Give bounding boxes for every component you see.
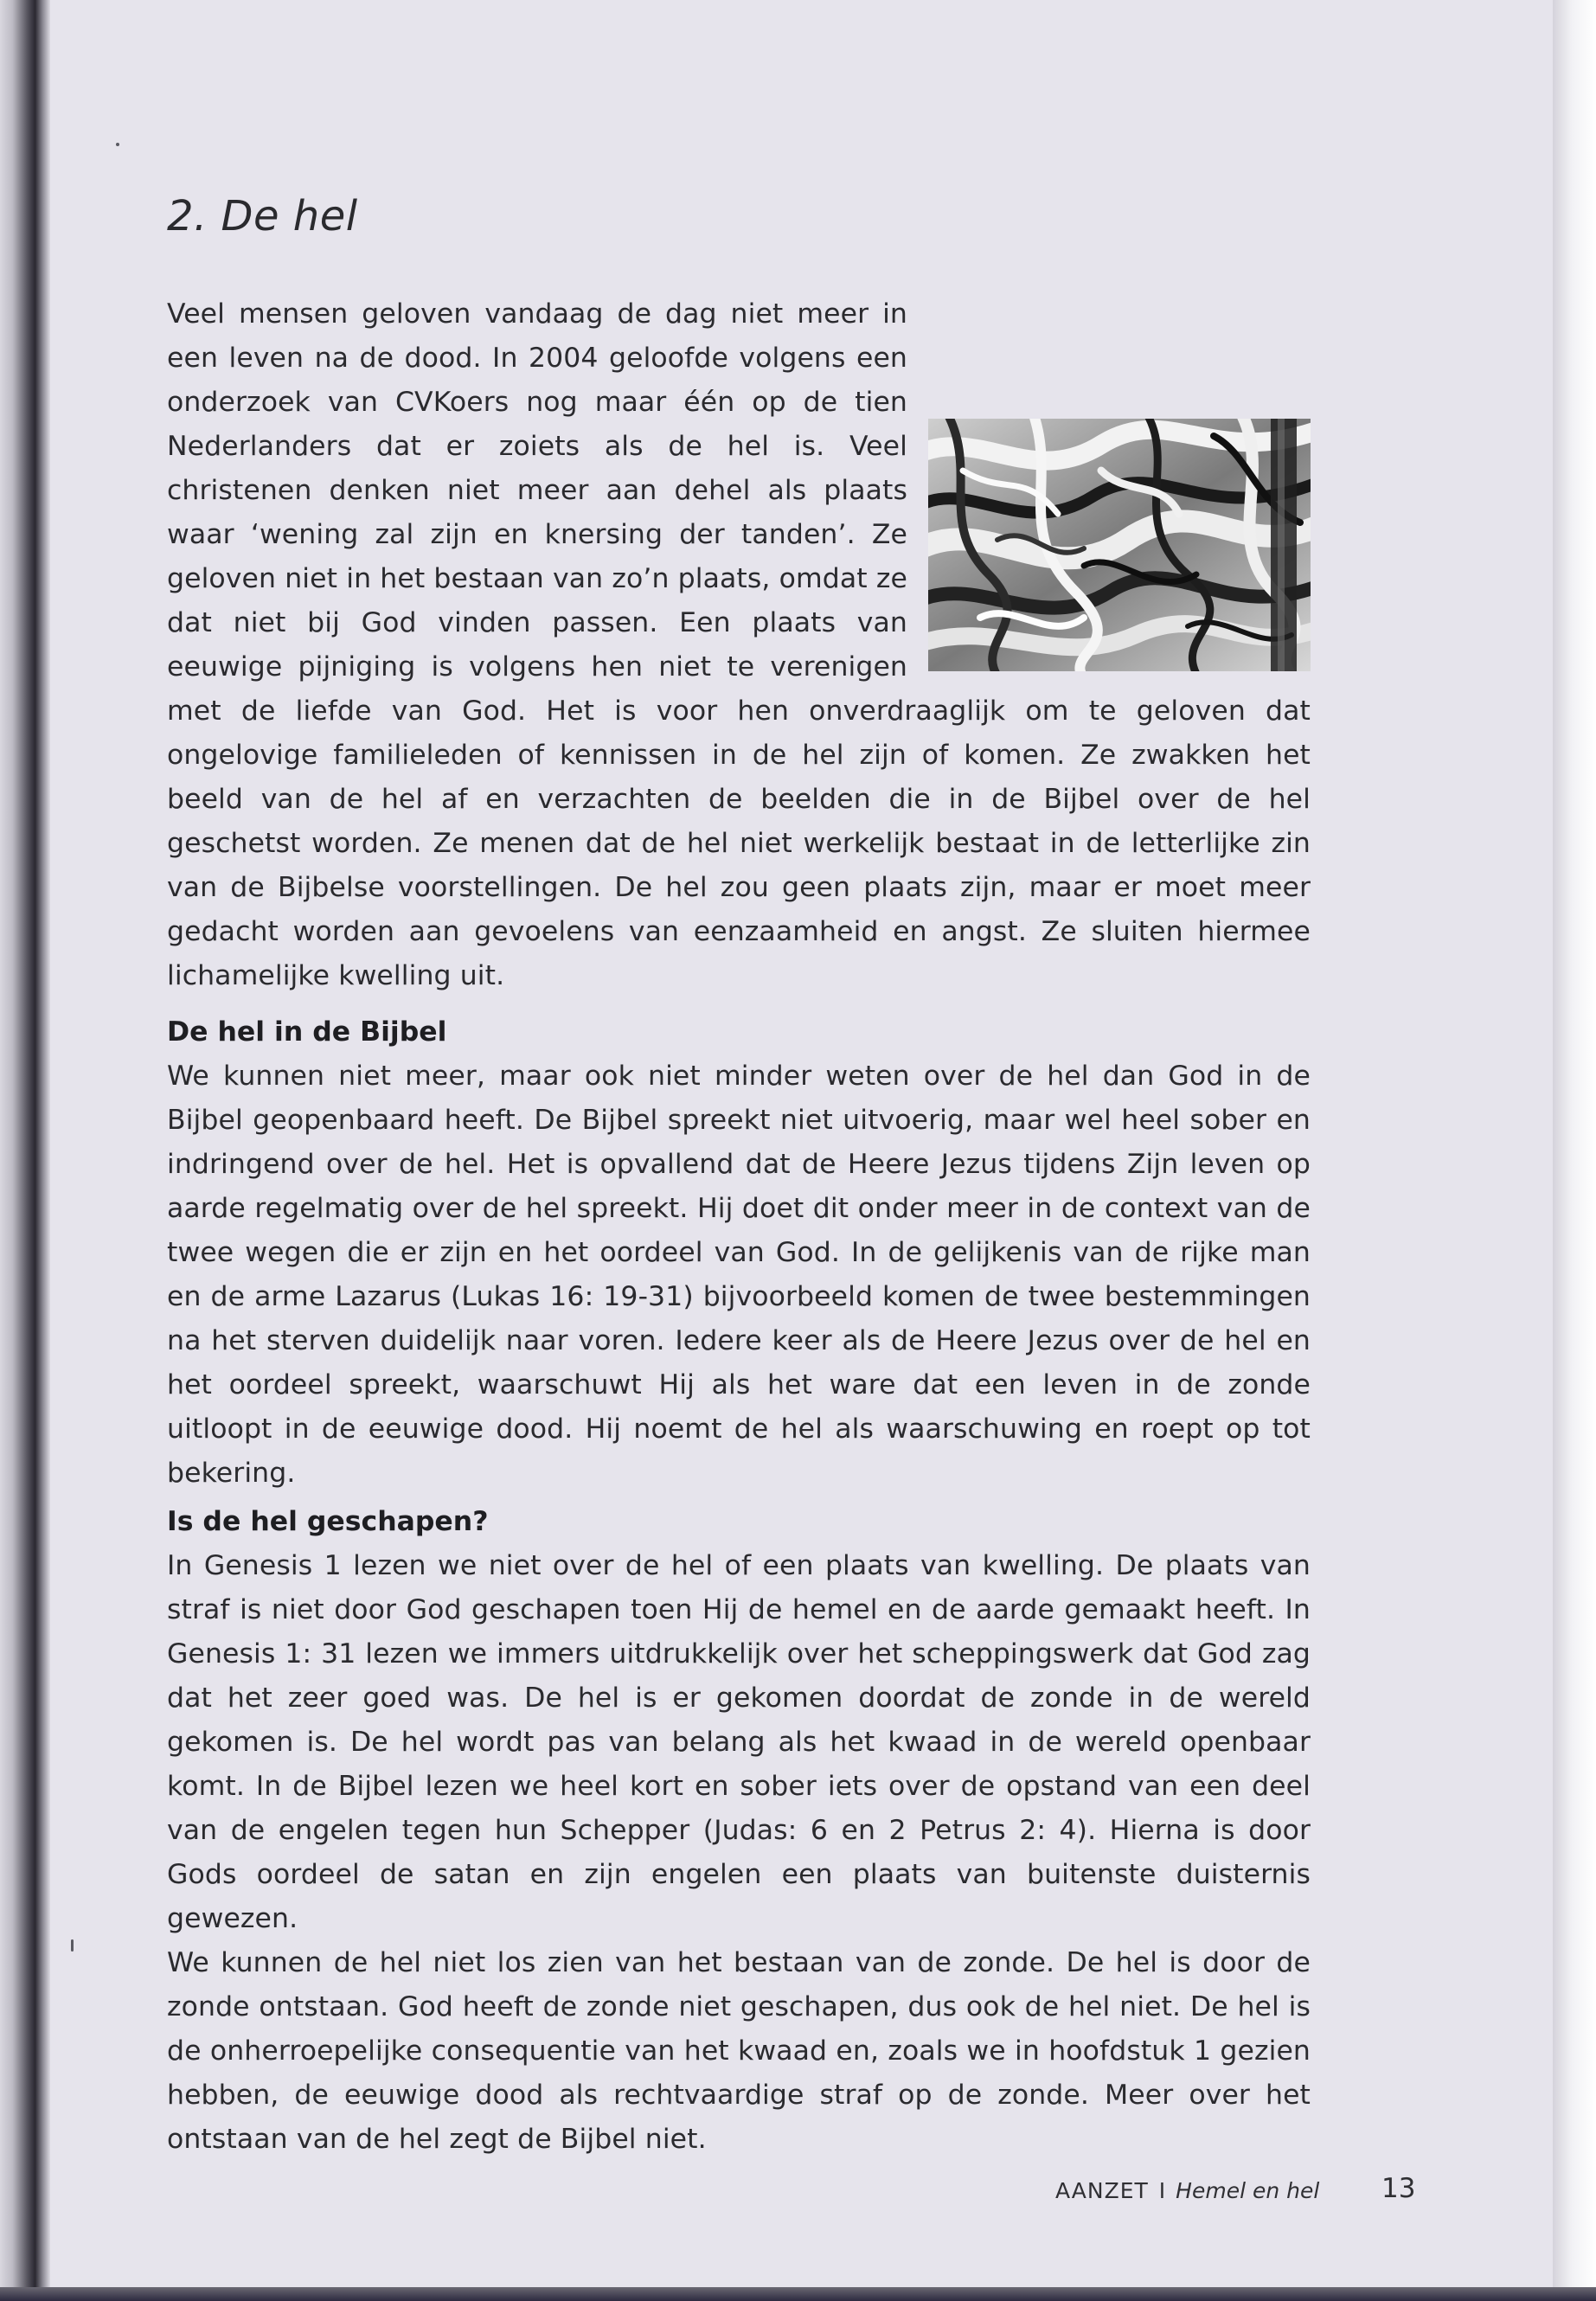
series-name: AANZET — [1055, 2178, 1149, 2203]
page-binding-edge — [0, 0, 50, 2301]
paragraph-part-b: We kunnen de hel niet los zien van het bestaan van de zonde. De hel is door de zonde ontstaan. God heeft de zonde niet geschapen, dus ook de hel niet. De hel is de onherroepelijke consequentie van het kwaad en, zoals we in hoofdstuk 1 gezien hebben, de eeuwige dood als rechtvaardige straf op de zonde. Meer over het ontstaan van de hel zegt de Bijbel niet. — [167, 1947, 1311, 2155]
page-number: 13 — [1381, 2173, 1416, 2204]
page-right-edge — [1553, 0, 1596, 2301]
scan-speck — [71, 1939, 74, 1952]
section-paragraph-hel-geschapen — [167, 1544, 1311, 2162]
footer-separator: I — [1158, 2178, 1166, 2203]
running-footer — [1055, 2178, 1319, 2203]
section-heading-hel-geschapen: Is de hel geschapen? — [167, 1506, 489, 1537]
scan-speck — [116, 143, 119, 146]
section-paragraph-hel-in-bijbel: We kunnen niet meer, maar ook niet minder weten over de hel dan God in de Bijbel geopenbaard heeft. De Bijbel spreekt niet uitvoerig, maar wel heel sober en indringend over de hel. Het is opvallend dat de Heere Jezus tijdens Zijn leven op aarde regelmatig over de hel spreekt. Hij doet dit onder meer in de context van de twee wegen die er zijn en het oordeel van God. In de gelijkenis van de rijke man en de arme Lazarus (Lukas 16: 19-31) bijvoorbeeld komen de twee bestemmingen na het sterven duidelijk naar voren. Iedere keer als de Heere Jezus over de hel en het oordeel spreekt, waarschuwt Hij als het ware dat een leven in de zonde uitloopt in de eeuwige dood. Hij noemt de hel als waarschuwing en roept op tot bekering. — [167, 1061, 1311, 1489]
chapter-title: 2. De hel — [167, 192, 358, 240]
intro-text: Veel mensen geloven vandaag de dag niet meer in een leven na de dood. In 2004 geloofde volgens een onderzoek van CVKoers nog maar één op de tien Nederlanders dat er zoiets als de hel is. Veel christenen denken niet meer aan dehel als plaats waar ‘wening zal zijn en knersing der tanden’. Ze geloven niet in het bestaan van zo’n plaats, omdat ze dat niet bij God vinden passen. Een plaats van eeuwige pijniging is volgens hen niet te verenigen met de liefde van God. Het is voor hen onverdraaglijk om te geloven dat ongelovige familieleden of kennissen in de hel zijn of komen. Ze zwakken het beeld van de hel af en verzachten de beelden die in de Bijbel over de hel geschetst worden. Ze menen dat de hel niet werkelijk bestaat in de letterlijke zin van de Bijbelse voorstellingen. De hel zou geen plaats zijn, maar er moet meer gedacht worden aan gevoelens van eenzaamheid en angst. Ze sluiten hiermee lichamelijke kwelling uit. — [167, 298, 1311, 991]
section-heading-hel-in-bijbel: De hel in de Bijbel — [167, 1016, 447, 1048]
fire-photo — [928, 419, 1311, 671]
paragraph-part-a: In Genesis 1 lezen we niet over de hel of een plaats van kwelling. De plaats van straf is niet door God geschapen toen Hij de hemel en de aarde gemaakt heeft. In Genesis 1: 31 lezen we immers uitdrukkelijk over het scheppingswerk dat God zag dat het zeer goed was. De hel is er gekomen doordat de zonde in de wereld gekomen is. De hel wordt pas van belang als het kwaad in de wereld openbaar komt. In de Bijbel lezen we heel kort en sober iets over de opstand van een deel van de engelen tegen hun Schepper (Judas: 6 en 2 Petrus 2: 4). Hierna is door Gods oordeel de satan en zijn engelen een plaats van buitenste duisternis gewezen. — [167, 1550, 1311, 1934]
book-title: Hemel en hel — [1176, 2178, 1320, 2203]
page-bottom-edge — [0, 2287, 1596, 2301]
